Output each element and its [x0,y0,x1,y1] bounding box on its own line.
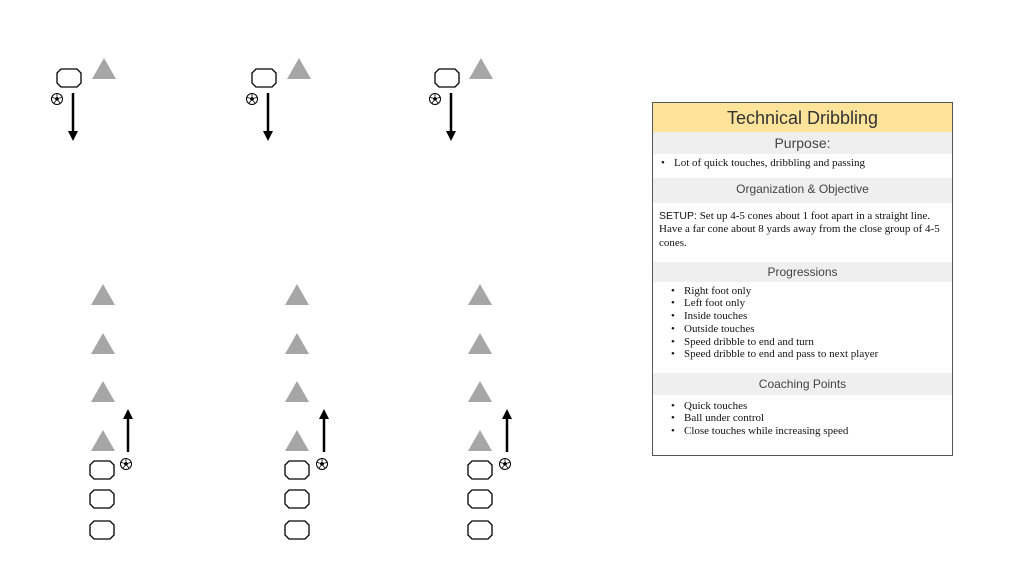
ball-icon [317,459,328,470]
ball-icon [121,459,132,470]
coaching-points-header: Coaching Points [653,373,952,395]
player-icon [285,490,309,508]
ball-icon [247,94,258,105]
arrow-head-icon [446,131,456,141]
cone-icon [468,284,492,305]
purpose-item: • Lot of quick touches, dribbling and passing [674,157,952,170]
progression-item: • Speed dribble to end and pass to next player [684,348,952,361]
player-icon [57,69,81,87]
player-icon [435,69,459,87]
progression-item: • Inside touches [684,310,952,323]
setup-text [653,203,952,256]
player-icon [252,69,276,87]
progression-item: • Speed dribble to end and turn [684,336,952,349]
setup-description: Set up 4-5 cones about 1 foot apart in a straight line. Have a far cone about 8 yards away from the close group of 4-5 cones. [659,209,940,249]
player-icon [285,521,309,539]
cone-icon [468,381,492,402]
cone-icon [91,381,115,402]
coaching-point-item: • Close touches while increasing speed [684,425,952,438]
arrow-head-icon [68,131,78,141]
ball-icon [500,459,511,470]
arrow-head-icon [263,131,273,141]
purpose-list [653,154,952,172]
progression-item: • Right foot only [684,285,952,298]
cone-icon [468,333,492,354]
arrow-head-icon [502,409,512,419]
cone-icon [285,284,309,305]
player-icon [90,521,114,539]
player-icon [468,521,492,539]
player-icon [468,490,492,508]
cone-icon [285,381,309,402]
organization-header: Organization & Objective [653,178,952,203]
player-icon [468,461,492,479]
cone-icon [285,430,309,451]
cone-icon [287,58,311,79]
player-icon [90,461,114,479]
cone-icon [91,333,115,354]
drill-card [652,102,953,456]
player-icon [285,461,309,479]
cone-icon [92,58,116,79]
progression-item: • Outside touches [684,323,952,336]
cone-icon [285,333,309,354]
progressions-header: Progressions [653,262,952,282]
cone-icon [91,430,115,451]
player-icon [90,490,114,508]
setup-label: SETUP: [659,209,697,222]
progressions-list [653,282,952,371]
card-title: Technical Dribbling [653,103,952,132]
cone-icon [91,284,115,305]
progression-item: • Left foot only [684,297,952,310]
coaching-points-list [653,395,952,438]
coaching-point-item: • Ball under control [684,412,952,425]
arrow-head-icon [123,409,133,419]
purpose-header: Purpose: [653,132,952,154]
ball-icon [52,94,63,105]
cone-icon [468,430,492,451]
arrow-head-icon [319,409,329,419]
coaching-point-item: • Quick touches [684,400,952,413]
cone-icon [469,58,493,79]
ball-icon [430,94,441,105]
